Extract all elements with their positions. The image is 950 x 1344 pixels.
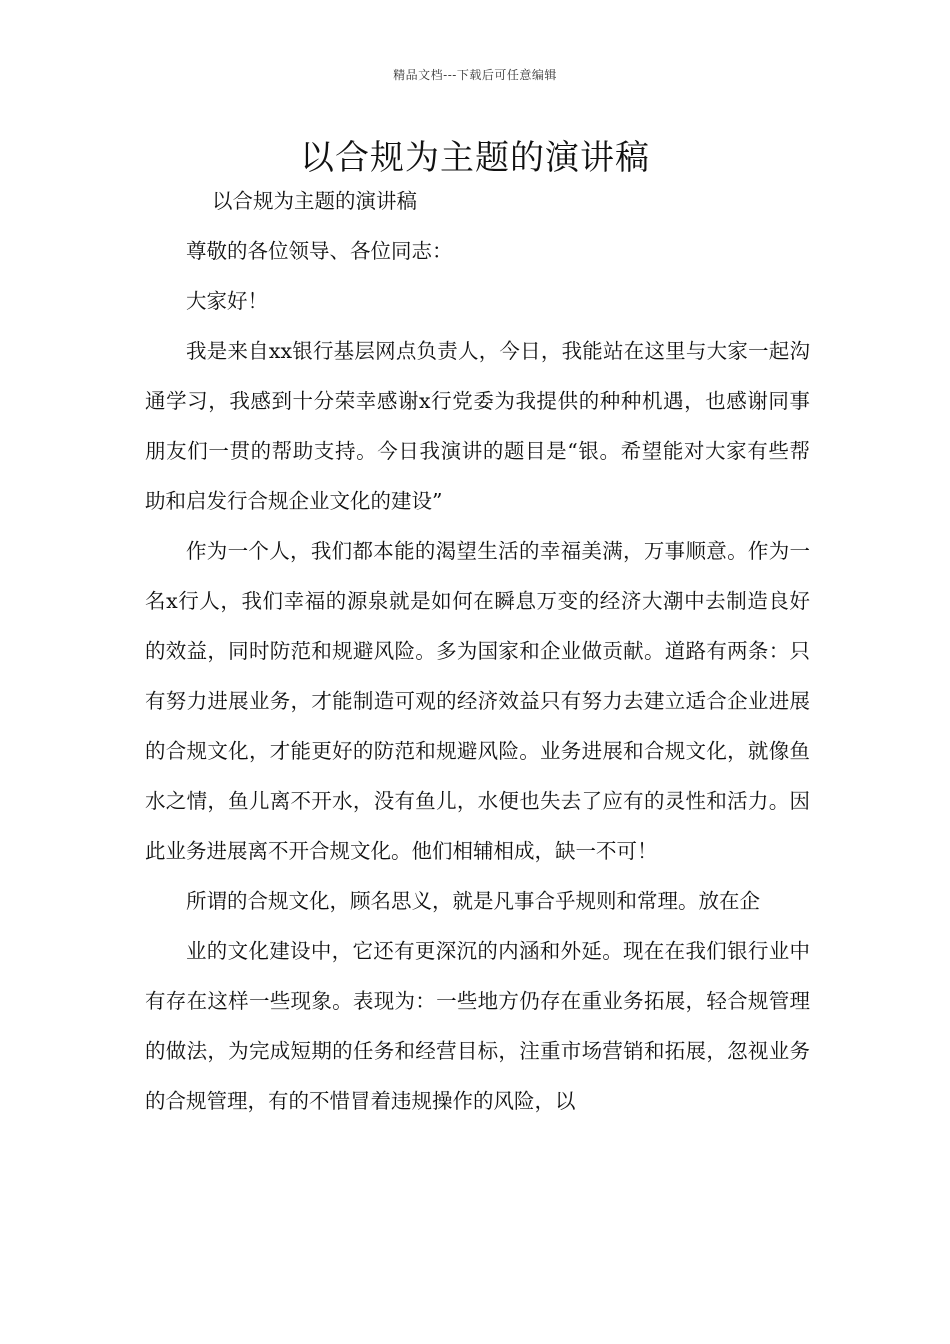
paragraph-compliance-definition: 所谓的合规文化，顾名思义，就是凡事合乎规则和常理。放在企 [186, 889, 760, 913]
paragraph-salutation: 尊敬的各位领导、各位同志： [186, 239, 453, 263]
paragraph-greeting: 大家好！ [186, 289, 268, 313]
document-body [145, 183, 810, 1126]
document-subtitle: 以合规为主题的演讲稿 [212, 189, 417, 213]
paragraph-business-and-compliance: 作为一个人，我们都本能的渴望生活的幸福美满，万事顺意。作为一名x行人，我们幸福的源泉就是如何在瞬息万变的经济大潮中去制造良好的效益，同时防范和规避风险。多为国家和企业做贡献。道路有两条：只有努力进展业务，才能制造可观的经济效益只有努力去建立适合企业进展的合规文化，才能更好的防范和规避风险。业务进展和合规文化，就像鱼水之情，鱼儿离不开水，没有鱼儿，水便也失去了应有的灵性和活力。因此业务进展离不开合规文化。他们相辅相成，缺一不可！ [145, 539, 810, 863]
paragraph-introduction: 我是来自xx银行基层网点负责人，今日，我能站在这里与大家一起沟通学习，我感到十分荣幸感谢x行党委为我提供的种种机遇，也感谢同事朋友们一贯的帮助支持。今日我演讲的题目是“银。希望能对大家有些帮助和启发行合规企业文化的建设” [145, 339, 810, 513]
document-title: 以合规为主题的演讲稿 [300, 138, 650, 178]
paragraph-industry-phenomena: 业的文化建设中，它还有更深沉的内涵和外延。现在在我们银行业中有存在这样一些现象。表现为：一些地方仍存在重业务拓展，轻合规管理的做法，为完成短期的任务和经营目标，注重市场营销和拓展，忽视业务的合规管理，有的不惜冒着违规操作的风险，以 [145, 939, 810, 1113]
header-note: 精品文档---下载后可任意编辑 [393, 68, 557, 82]
